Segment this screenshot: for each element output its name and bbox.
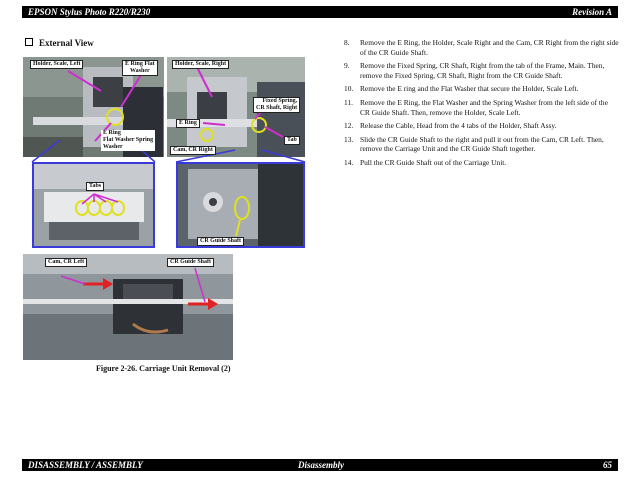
callout-e-ring-spring-line3: Washer xyxy=(103,144,123,150)
step-text: Remove the Fixed Spring, CR Shaft, Right from the tab of the Frame, Main. Then, remove the Fixed Spring, CR Shaft, Right from the CR Guide Shaft. xyxy=(360,61,605,80)
step-text: Remove the E Ring, the Holder, Scale Right and the Cam, CR Right from the right side of the CR Guide Shaft. xyxy=(360,38,619,57)
callout-fixed-spring-line2: CR Shaft, Right xyxy=(256,105,298,111)
step-text: Release the Cable, Head from the 4 tabs of the Holder, Shaft Assy. xyxy=(360,121,557,131)
callout-e-ring-flat-washer xyxy=(122,60,158,76)
procedure-steps xyxy=(344,38,619,172)
step-text: Slide the CR Guide Shaft to the right and pull it out from the Cam, CR Left. Then, remove the Carriage Unit and the CR Guide Shaft together. xyxy=(360,134,604,154)
photo-carriage-unit-image xyxy=(23,254,233,360)
callout-fixed-spring-line1: Fixed Spring, xyxy=(262,98,298,104)
callout-e-ring-flat-washer-line2: Washer xyxy=(130,68,150,74)
callout-holder-scale-right: Holder, Scale, Right xyxy=(172,60,229,69)
callout-fixed-spring-cr-shaft-right xyxy=(253,97,300,113)
callout-e-ring-flat-washer-spring-washer xyxy=(101,130,155,151)
photo-carriage-unit xyxy=(23,254,233,360)
callout-e-ring-spring-line2: Flat Washer Spring xyxy=(103,137,154,143)
callout-cr-guide-shaft: CR Guide Shaft xyxy=(167,258,214,267)
header-revision: Revision A xyxy=(572,7,612,17)
footer-bar xyxy=(22,459,618,471)
step-item xyxy=(344,84,619,94)
footer-chapter: DISASSEMBLY / ASSEMBLY xyxy=(28,460,143,470)
step-item xyxy=(344,121,619,131)
section-title-text: External View xyxy=(39,38,94,48)
step-text: Remove the E ring and the Flat Washer that secure the Holder, Scale Left. xyxy=(360,84,579,94)
callout-tabs: Tabs xyxy=(86,182,104,191)
step-item xyxy=(344,158,619,168)
footer-page-number: 65 xyxy=(603,460,612,470)
step-number: 8. xyxy=(344,38,350,47)
step-item xyxy=(344,61,619,80)
step-item xyxy=(344,135,619,154)
step-number: 10. xyxy=(344,84,354,94)
callout-e-ring-flat-washer-line1: E Ring Flat xyxy=(125,61,155,67)
callout-tab: Tab xyxy=(284,136,300,145)
step-item xyxy=(344,38,619,57)
step-number: 14. xyxy=(344,157,354,167)
callout-holder-scale-left: Holder, Scale, Left xyxy=(30,60,83,69)
step-number: 12. xyxy=(344,121,354,131)
step-item xyxy=(344,98,619,117)
header-product-title: EPSON Stylus Photo R220/R230 xyxy=(28,7,151,17)
callout-cam-cr-left: Cam, CR Left xyxy=(45,258,87,267)
step-number: 9. xyxy=(344,61,350,71)
callout-e-ring: E Ring xyxy=(176,119,200,128)
step-number: 13. xyxy=(344,134,354,144)
figure-caption: Figure 2-26. Carriage Unit Removal (2) xyxy=(96,364,231,373)
footer-section: Disassembly xyxy=(298,460,344,470)
step-text: Remove the E Ring, the Flat Washer and the Spring Washer from the left side of the CR Guide Shaft. Then, remove the Holder, Scale Left. xyxy=(360,97,608,117)
step-text: Pull the CR Guide Shaft out of the Carriage Unit. xyxy=(360,157,507,167)
callout-e-ring-spring-line1: E Ring xyxy=(103,130,121,136)
callout-cam-cr-right: Cam, CR Right xyxy=(170,146,216,155)
step-number: 11. xyxy=(344,97,353,107)
callout-cr-guide-shaft-detail: CR Guide Shaft xyxy=(197,237,244,246)
